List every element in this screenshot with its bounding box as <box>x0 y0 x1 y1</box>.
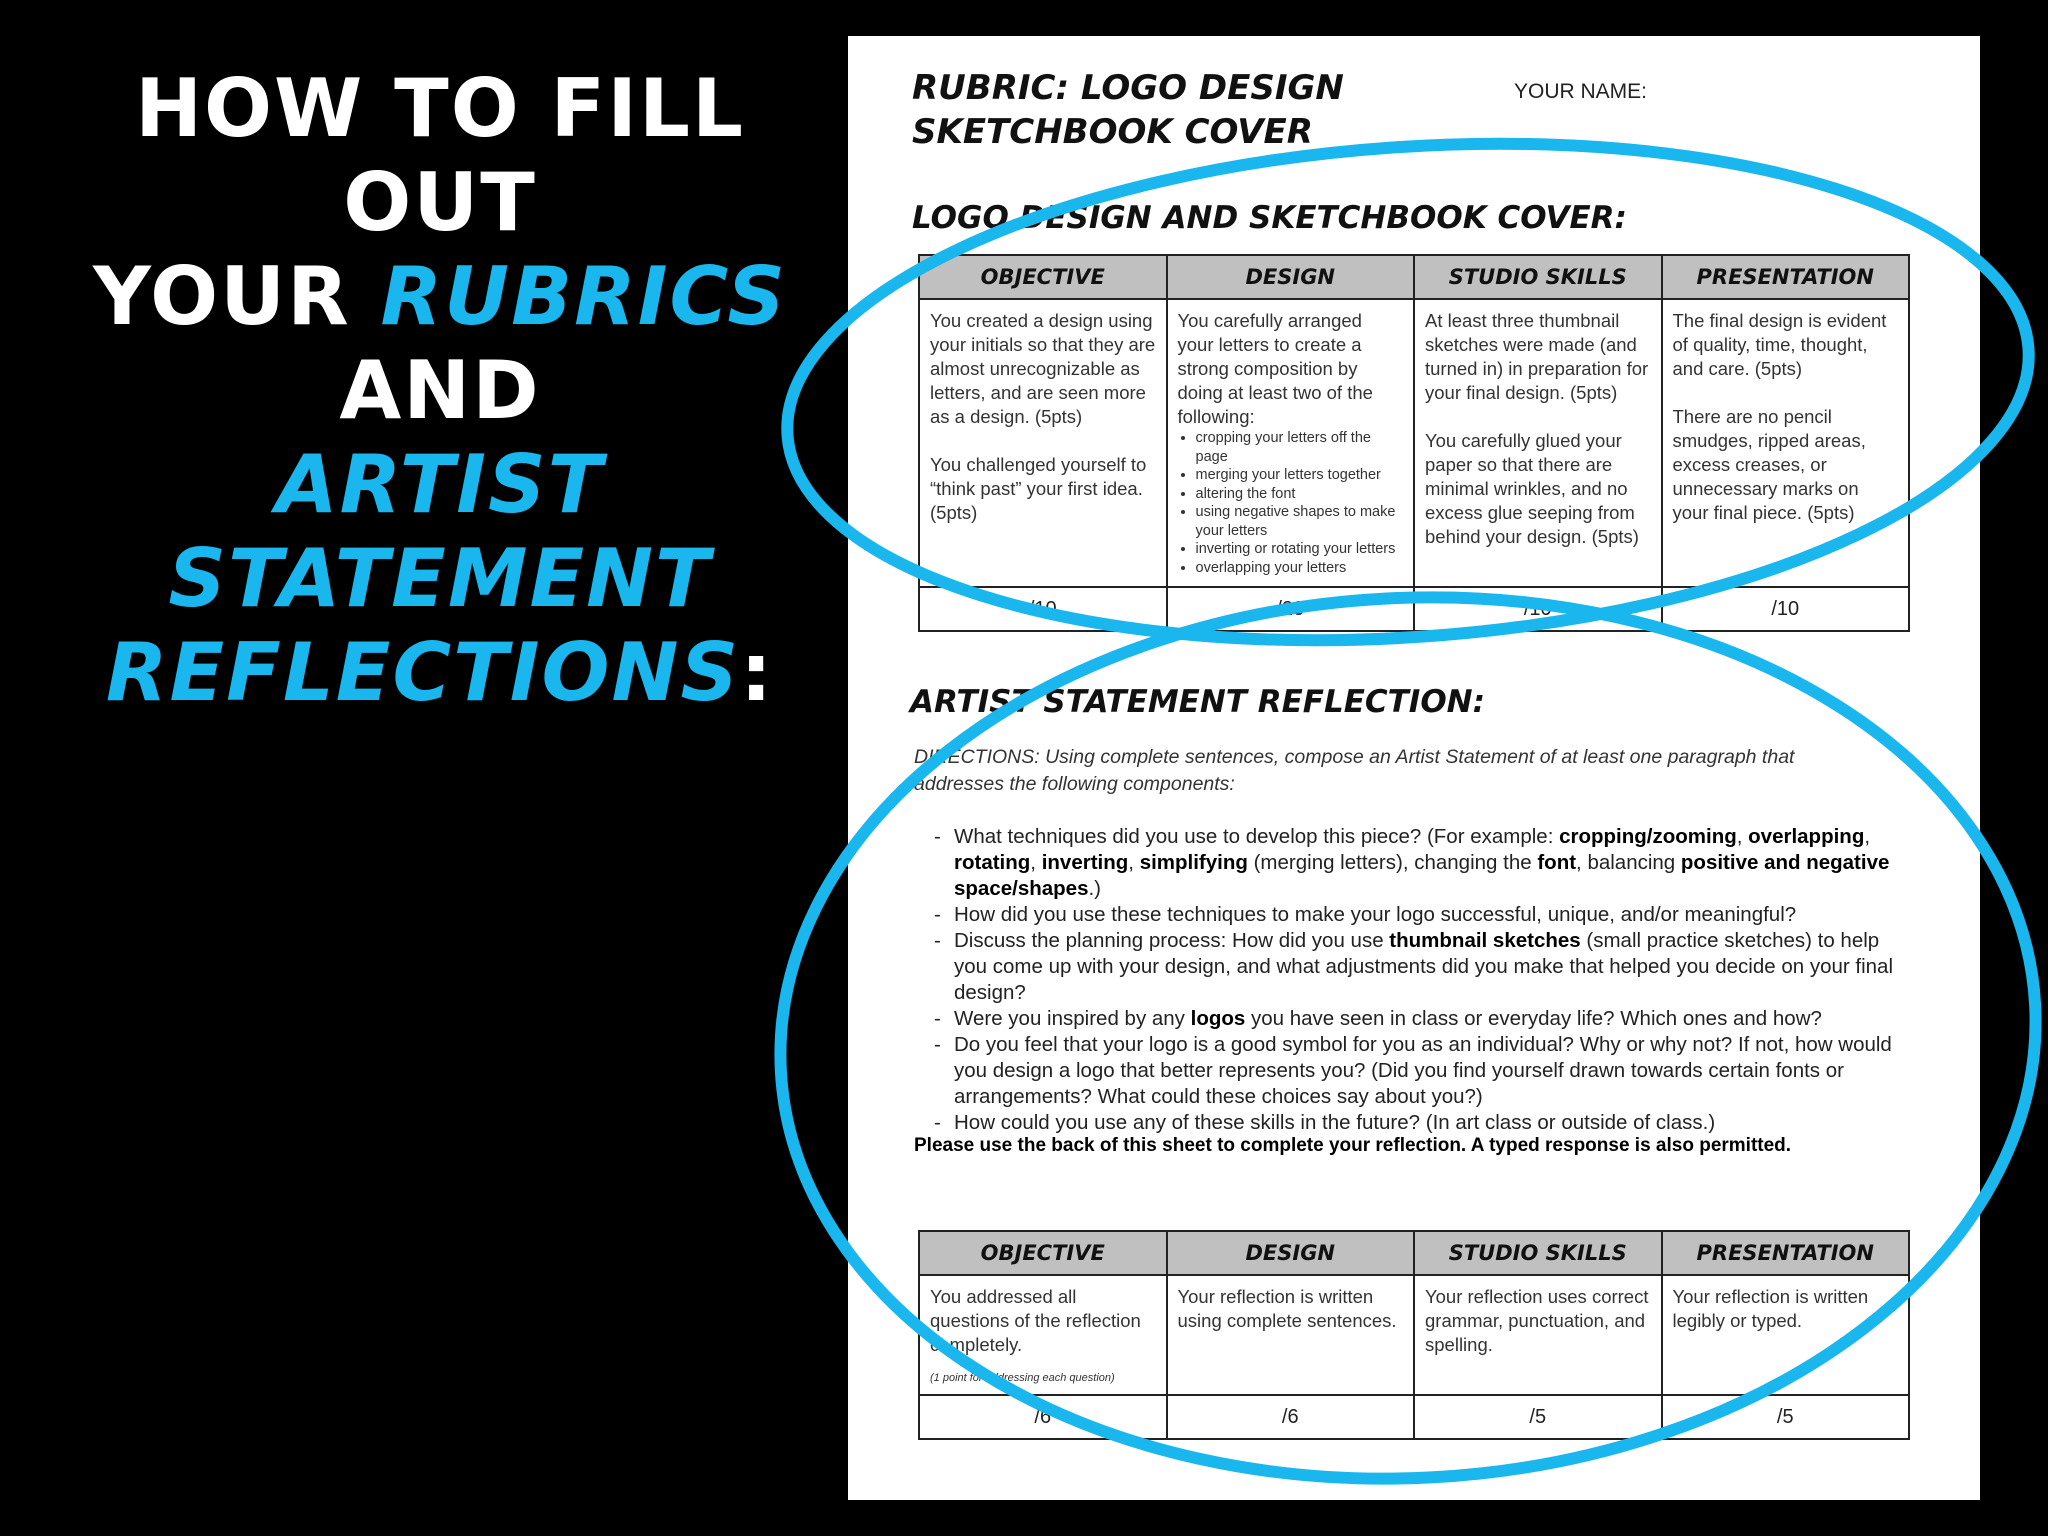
directions-text: DIRECTIONS: Using complete sentences, compose an Artist Statement of at least one paragraph that addresses the following components: <box>914 746 1795 795</box>
q1-text: , <box>1736 825 1749 848</box>
objective-text-1: You created a design using your initials so that they are almost unrecognizable as letters, and are seen more as a design. (5pts) <box>930 310 1156 427</box>
header-presentation: PRESENTATION <box>1662 255 1910 299</box>
q3-text: Discuss the planning process: How did you use <box>954 929 1390 952</box>
criteria-design <box>1167 299 1415 587</box>
q1-text: , <box>1864 825 1871 848</box>
criteria-objective <box>919 299 1167 587</box>
headline-line-2a: YOUR <box>93 250 381 343</box>
rubric-score-row <box>919 587 1909 631</box>
q4-text: Were you inspired by any <box>954 1007 1191 1030</box>
headline-colon: : <box>740 626 775 719</box>
question-3 <box>914 928 1914 1006</box>
header-studio-skills: STUDIO SKILLS <box>1414 1231 1662 1275</box>
design-bullet: • cropping your letters off the page <box>1196 429 1404 466</box>
design-bullet: • inverting or rotating your letters <box>1196 540 1404 559</box>
score-design[interactable]: /20 <box>1167 587 1415 631</box>
reflection-note: Please use the back of this sheet to complete your reflection. A typed response is also permitted. <box>914 1135 1792 1156</box>
rubric-score-row <box>919 1395 1909 1439</box>
score-objective[interactable]: /6 <box>919 1395 1167 1439</box>
section-logo-title: LOGO DESIGN AND SKETCHBOOK COVER: <box>912 200 1627 236</box>
design-bullets <box>1178 429 1404 577</box>
headline-artist-statement: ARTIST STATEMENT <box>168 438 712 625</box>
design-intro: You carefully arranged your letters to create a strong composition by doing at least two of the following: <box>1177 310 1373 427</box>
header-design: DESIGN <box>1167 255 1415 299</box>
q1-bold-inverting: inverting <box>1041 851 1129 874</box>
q1-text: , <box>1128 851 1140 874</box>
q4-text: you have seen in class or everyday life? Which ones and how? <box>1245 1007 1822 1030</box>
question-6: - How could you use any of these skills in the future? (In art class or outside of class.) <box>914 1110 1914 1136</box>
rubric-logo-table <box>918 254 1910 632</box>
criteria-design: Your reflection is written using complete sentences. <box>1167 1275 1415 1395</box>
q1-bold-overlapping: overlapping <box>1748 825 1865 848</box>
score-objective[interactable]: /10 <box>919 587 1167 631</box>
presentation-text-2: There are no pencil smudges, ripped areas, excess creases, or unnecessary marks on your final piece. (5pts) <box>1672 406 1866 523</box>
rubric-header-row <box>919 1231 1909 1275</box>
rubric-sheet <box>848 36 1980 1500</box>
design-bullet: • using negative shapes to make your letters <box>1196 503 1404 540</box>
design-bullet: • overlapping your letters <box>1196 559 1404 578</box>
headline-rubrics: RUBRICS <box>380 250 787 343</box>
q1-text: (merging letters), changing the <box>1247 851 1538 874</box>
q1-text: What techniques did you use to develop this piece? (For example: <box>954 825 1560 848</box>
criteria-presentation: Your reflection is written legibly or typed. <box>1662 1275 1910 1395</box>
headline-line-2c: AND <box>339 344 541 437</box>
header-studio-skills: STUDIO SKILLS <box>1414 255 1662 299</box>
headline-line-4 <box>40 626 840 720</box>
q4-bold: logos <box>1190 1007 1246 1030</box>
headline-line-2 <box>40 250 840 438</box>
objective-text: You addressed all questions of the reflection completely. <box>930 1286 1141 1355</box>
header-design: DESIGN <box>1167 1231 1415 1275</box>
q1-bold-rotating: rotating <box>954 851 1031 874</box>
studio-text-2: You carefully glued your paper so that there are minimal wrinkles, and no excess glue seeping from behind your design. (5pts) <box>1425 430 1639 547</box>
design-bullet: • merging your letters together <box>1196 466 1404 485</box>
sheet-title-line-1: RUBRIC: LOGO DESIGN <box>912 68 1344 108</box>
sheet-title-line-2: SKETCHBOOK COVER <box>912 112 1313 152</box>
rubric-criteria-row <box>919 299 1909 587</box>
q1-bold-cropping: cropping/zooming <box>1559 825 1737 848</box>
score-presentation[interactable]: /10 <box>1662 587 1910 631</box>
question-1 <box>914 824 1914 902</box>
studio-text-1: At least three thumbnail sketches were made (and turned in) in preparation for your final design. (5pts) <box>1425 310 1649 403</box>
section-reflection-title: ARTIST STATEMENT REFLECTION: <box>910 684 1486 720</box>
rubric-reflection-table <box>918 1230 1910 1440</box>
q1-bold-font: font <box>1537 851 1577 874</box>
rubric-criteria-row <box>919 1275 1909 1395</box>
question-2: - How did you use these techniques to make your logo successful, unique, and/or meaningful? <box>914 902 1914 928</box>
q1-text: .) <box>1088 877 1102 900</box>
sheet-title <box>912 66 1344 154</box>
headline-reflections: REFLECTIONS <box>105 626 741 719</box>
q1-bold-space: positive and negative space/shapes <box>954 851 1890 900</box>
objective-note: (1 point for addressing each question) <box>930 1372 1115 1384</box>
score-studio-skills[interactable]: /5 <box>1414 1395 1662 1439</box>
objective-text-2: You challenged yourself to “think past” your first idea. (5pts) <box>930 454 1147 523</box>
q1-bold-simplifying: simplifying <box>1139 851 1248 874</box>
q1-text: , balancing <box>1576 851 1681 874</box>
criteria-studio-skills: Your reflection uses correct grammar, punctuation, and spelling. <box>1414 1275 1662 1395</box>
question-5: - Do you feel that your logo is a good symbol for you as an individual? Why or why not? If not, how would you design a logo that better represents you? (Did you find yourself drawn towards certain fonts or arrangements? What could these choices say about you?) <box>914 1032 1914 1110</box>
headline-line-1: HOW TO FILL OUT <box>135 62 745 249</box>
criteria-objective <box>919 1275 1167 1395</box>
score-presentation[interactable]: /5 <box>1662 1395 1910 1439</box>
headline <box>40 62 840 720</box>
score-design[interactable]: /6 <box>1167 1395 1415 1439</box>
criteria-presentation <box>1662 299 1910 587</box>
header-objective: OBJECTIVE <box>919 255 1167 299</box>
design-bullet: • altering the font <box>1196 485 1404 504</box>
reflection-questions <box>914 824 1914 1136</box>
criteria-studio-skills <box>1414 299 1662 587</box>
rubric-header-row <box>919 255 1909 299</box>
header-presentation: PRESENTATION <box>1662 1231 1910 1275</box>
score-studio-skills[interactable]: /10 <box>1414 587 1662 631</box>
question-4 <box>914 1006 1914 1032</box>
q3-bold: thumbnail sketches <box>1389 929 1581 952</box>
q3-text: (small practice sketches) to help you come up with your design, and what adjustments did you make that helped you decide on your final design? <box>954 929 1894 1004</box>
presentation-text-1: The final design is evident of quality, time, thought, and care. (5pts) <box>1672 310 1887 379</box>
your-name-label: YOUR NAME: <box>1514 80 1648 103</box>
q1-text: , <box>1030 851 1042 874</box>
header-objective: OBJECTIVE <box>919 1231 1167 1275</box>
